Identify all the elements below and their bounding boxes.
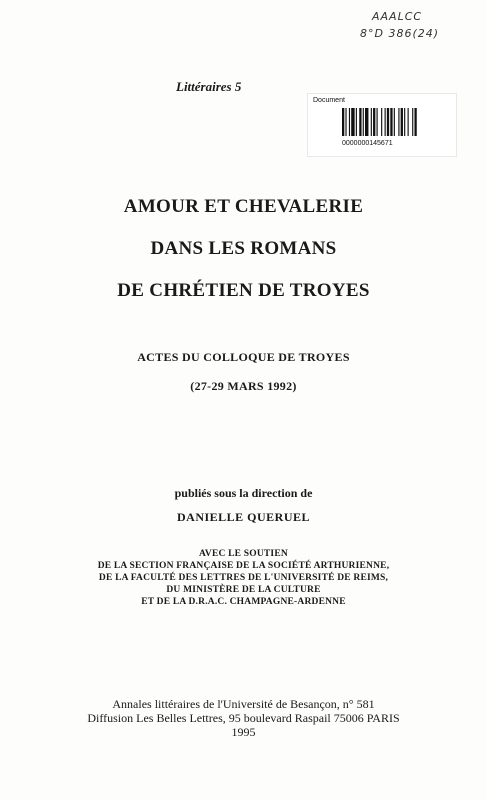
support-line-2: DE LA SECTION FRANÇAISE DE LA SOCIÉTÉ ARTHURIENNE, xyxy=(97,561,390,571)
title-line-3: DE CHRÉTIEN DE TROYES xyxy=(117,280,370,301)
title-line-1: AMOUR ET CHEVALERIE xyxy=(123,196,364,217)
support-line-1: AVEC LE SOUTIEN xyxy=(199,549,288,559)
handwritten-shelfmark-line2: 8°D 386(24) xyxy=(360,27,440,40)
support-line-5: ET DE LA D.R.A.C. CHAMPAGNE-ARDENNE xyxy=(141,597,346,607)
handwritten-shelfmark-line1: AAALCC xyxy=(372,10,423,23)
subtitle-line-1: ACTES DU COLLOQUE DE TROYES xyxy=(137,350,350,364)
barcode-number: 0000000145671 xyxy=(342,140,393,147)
series-label: Littéraires 5 xyxy=(176,79,242,94)
support-line-3: DE LA FACULTÉ DES LETTRES DE L'UNIVERSITÉ DE REIMS, xyxy=(98,573,389,583)
footer-diffusion: Diffusion Les Belles Lettres, 95 boulevard Raspail 75006 PARIS xyxy=(87,711,400,725)
footer-year: 1995 xyxy=(231,725,256,739)
editor-name: DANIELLE QUERUEL xyxy=(176,510,311,524)
barcode-icon xyxy=(342,108,450,136)
barcode-heading: Document xyxy=(313,97,345,104)
footer-annales: Annales littéraires de l'Université de Besançon, n° 581 xyxy=(112,697,375,711)
subtitle-dates: (27-29 MARS 1992) xyxy=(190,379,297,393)
title-line-2: DANS LES ROMANS xyxy=(150,238,337,259)
direction-intro: publiés sous la direction de xyxy=(174,486,313,500)
barcode-sticker xyxy=(307,93,457,157)
support-line-4: DU MINISTÈRE DE LA CULTURE xyxy=(166,585,321,595)
